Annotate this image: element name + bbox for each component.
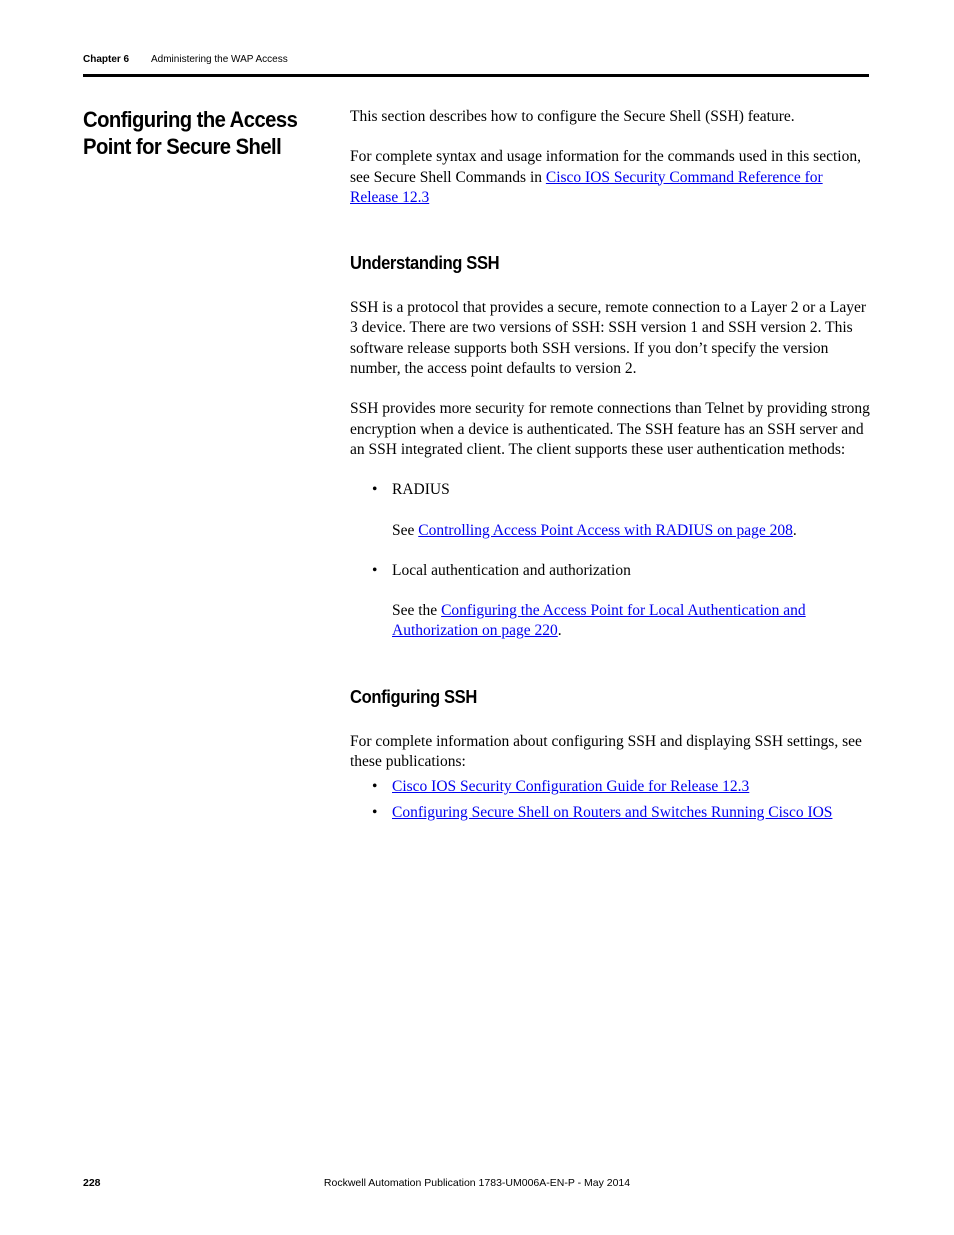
method-label: Local authentication and authorization [392, 561, 631, 579]
chapter-title: Administering the WAP Access [151, 54, 288, 65]
radius-link[interactable]: Controlling Access Point Access with RADIUS on page 208 [418, 521, 793, 539]
method-item-local [350, 561, 870, 581]
main-content [350, 107, 870, 823]
understanding-ssh-heading: Understanding SSH [350, 253, 500, 274]
bullet-icon: • [372, 803, 378, 821]
section-title: Configuring the Access Point for Secure Shell [83, 107, 298, 159]
publication-item [350, 777, 870, 797]
see-suffix: . [557, 622, 562, 640]
configuring-paragraph: For complete information about configuring SSH and displaying SSH settings, see these publications: [350, 732, 862, 771]
footer-publication: Rockwell Automation Publication 1783-UM006A-EN-P - May 2014 [323, 1177, 631, 1189]
page-number: 228 [83, 1177, 101, 1189]
bullet-icon: • [372, 778, 378, 796]
secure-shell-routers-link[interactable]: Configuring Secure Shell on Routers and Switches Running Cisco IOS [392, 803, 833, 821]
understanding-paragraph-2: SSH provides more security for remote connections than Telnet by providing strong encryption when a device is authenticated. The SSH feature has an SSH server and an SSH integrated client. The client supports these user authentication methods: [350, 400, 870, 458]
see-prefix: See the [392, 602, 442, 620]
configuring-ssh-heading: Configuring SSH [350, 686, 477, 707]
local-see-line [350, 601, 870, 642]
syntax-text: For complete syntax and usage information for the commands used in this section, see Secure Shell Commands in [350, 148, 861, 186]
chapter-label: Chapter 6 [83, 54, 130, 65]
security-config-guide-link[interactable]: Cisco IOS Security Configuration Guide for Release 12.3 [392, 778, 750, 796]
syntax-paragraph [350, 147, 870, 208]
see-prefix: See [392, 521, 419, 539]
see-suffix: . [792, 521, 797, 539]
understanding-paragraph-1: SSH is a protocol that provides a secure, remote connection to a Layer 2 or a Layer 3 device. There are two versions of SSH: SSH version 1 and SSH version 2. This software release supports both SSH versions. If you don’t specify the version number, the access point defaults to version 2. [350, 299, 867, 378]
command-reference-link[interactable]: Cisco IOS Security Command Reference for Release 12.3 [350, 168, 823, 206]
bullet-icon: • [372, 561, 378, 579]
intro-paragraph: This section describes how to configure the Secure Shell (SSH) feature. [350, 108, 795, 125]
method-item-radius [350, 480, 870, 500]
header-divider [83, 74, 869, 77]
radius-see-line [350, 521, 870, 541]
local-auth-link[interactable]: Configuring the Access Point for Local Authentication and Authorization on page 220 [392, 602, 806, 640]
method-label: RADIUS [392, 481, 450, 499]
publication-item [350, 803, 870, 823]
bullet-icon: • [372, 481, 378, 499]
